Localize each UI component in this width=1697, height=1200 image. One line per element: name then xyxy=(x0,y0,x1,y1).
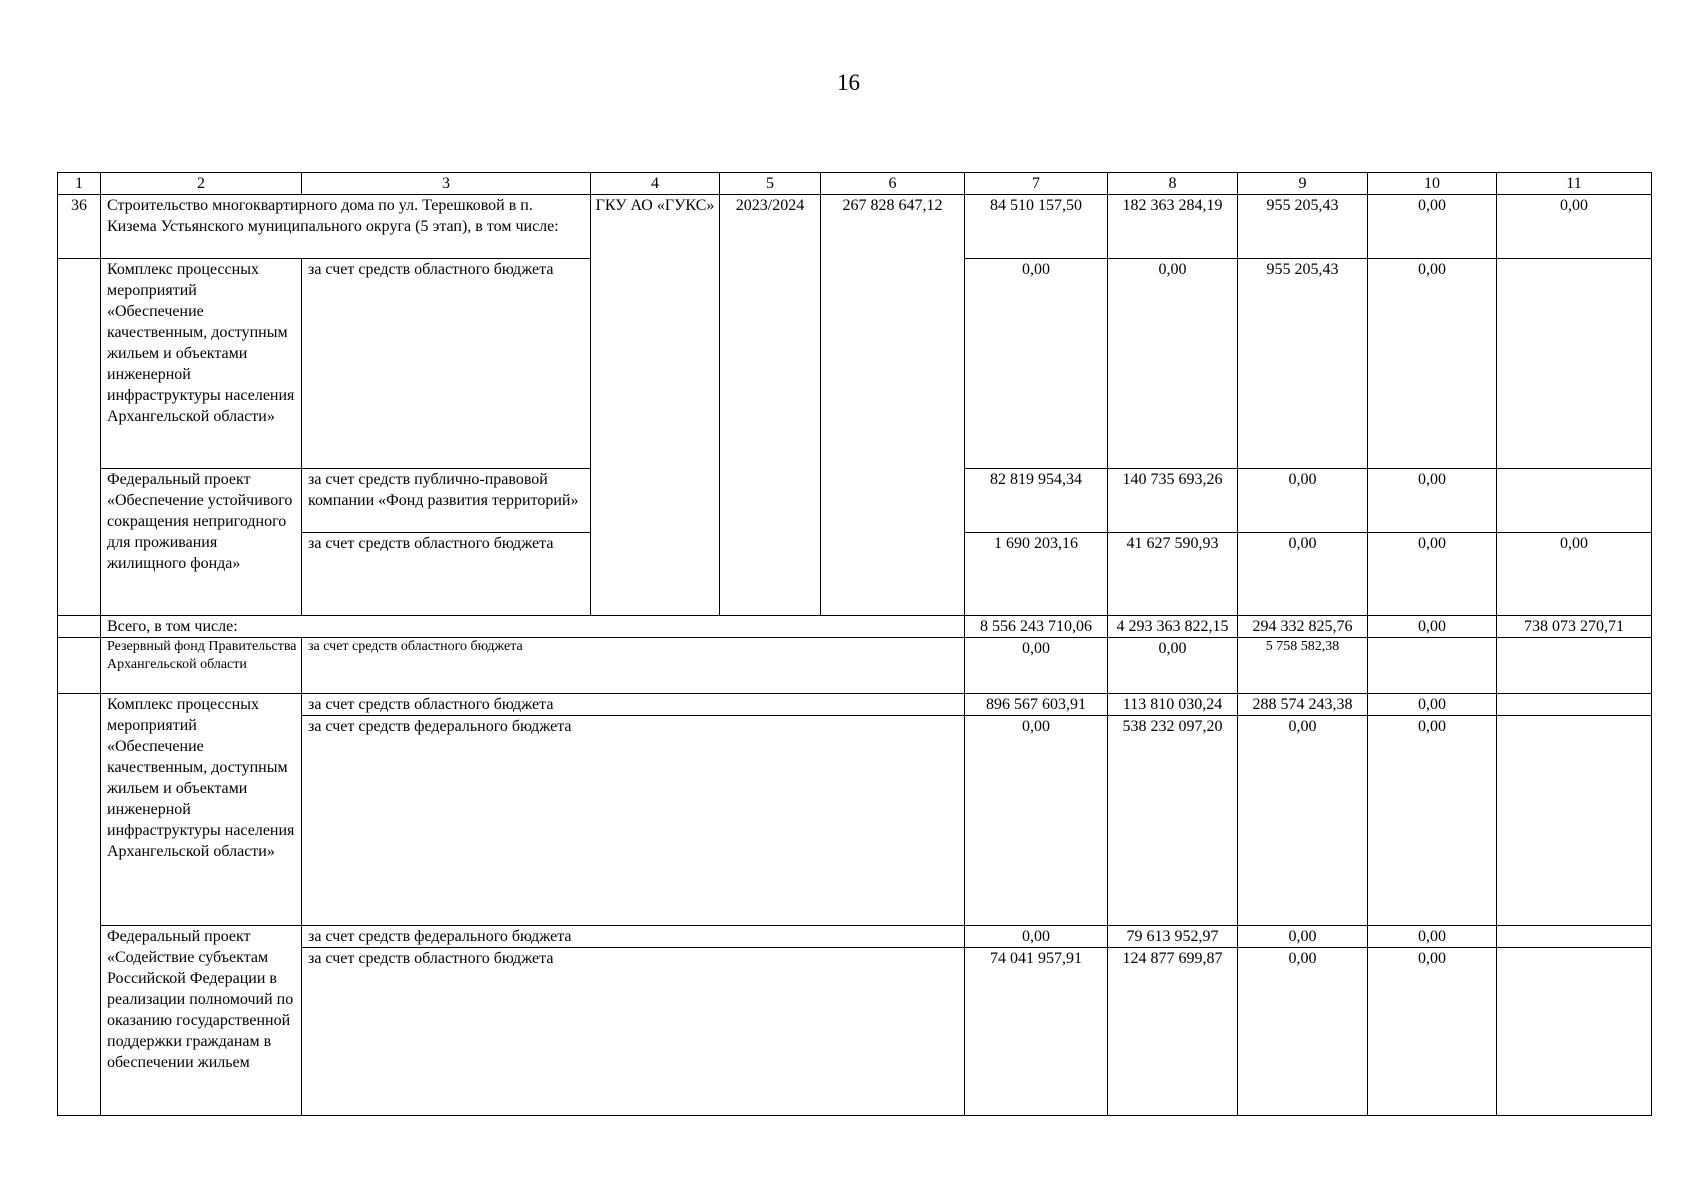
cell-col8: 79 613 952,97 xyxy=(1108,926,1238,948)
empty-cell xyxy=(58,616,101,638)
cell-col9: 0,00 xyxy=(1238,533,1368,616)
total-label: Всего, в том числе: xyxy=(101,616,965,638)
column-number: 8 xyxy=(1108,173,1238,195)
cell-col8: 113 810 030,24 xyxy=(1108,694,1238,716)
cell-col9: 955 205,43 xyxy=(1238,259,1368,469)
table-row xyxy=(58,195,1652,259)
funding-source: за счет средств федерального бюджета xyxy=(302,926,965,948)
subprogram-name: Комплекс процессных мероприятий «Обеспечение качественным, доступным жильем и объектами инженерной инфраструктуры населения Архангельской области» xyxy=(101,694,302,926)
cell-col8: 538 232 097,20 xyxy=(1108,716,1238,926)
cell-col10 xyxy=(1368,638,1497,694)
estimated-cost: 267 828 647,12 xyxy=(821,195,965,616)
cell-col10: 0,00 xyxy=(1368,616,1497,638)
funding-source: за счет средств федерального бюджета xyxy=(302,716,965,926)
cell-col8: 0,00 xyxy=(1108,638,1238,694)
cell-col7: 84 510 157,50 xyxy=(965,195,1108,259)
column-number: 9 xyxy=(1238,173,1368,195)
column-numbers-row xyxy=(58,173,1652,195)
cell-col10: 0,00 xyxy=(1368,195,1497,259)
cell-col9: 955 205,43 xyxy=(1238,195,1368,259)
cell-col7: 8 556 243 710,06 xyxy=(965,616,1108,638)
empty-cell xyxy=(58,694,101,1116)
cell-col10: 0,00 xyxy=(1368,694,1497,716)
cell-col11 xyxy=(1497,716,1652,926)
cell-col10: 0,00 xyxy=(1368,533,1497,616)
funding-source: за счет средств областного бюджета xyxy=(302,948,965,1116)
cell-col11: 0,00 xyxy=(1497,533,1652,616)
empty-cell xyxy=(58,638,101,694)
object-title: Строительство многоквартирного дома по ул. Терешковой в п. Кизема Устьянского муниципального округа (5 этап), в том числе: xyxy=(101,195,591,259)
cell-col9: 294 332 825,76 xyxy=(1238,616,1368,638)
cell-col11: 0,00 xyxy=(1497,195,1652,259)
cell-col9: 5 758 582,38 xyxy=(1238,638,1368,694)
page-number: 16 xyxy=(837,70,860,95)
subprogram-name: Резервный фонд Правительства Архангельской области xyxy=(101,638,302,694)
cell-col10: 0,00 xyxy=(1368,716,1497,926)
table-row xyxy=(58,694,1652,716)
cell-col8: 124 877 699,87 xyxy=(1108,948,1238,1116)
column-number: 6 xyxy=(821,173,965,195)
empty-cell xyxy=(58,259,101,616)
cell-col7: 74 041 957,91 xyxy=(965,948,1108,1116)
column-number: 7 xyxy=(965,173,1108,195)
cell-col10: 0,00 xyxy=(1368,948,1497,1116)
cell-col9: 0,00 xyxy=(1238,926,1368,948)
funding-source: за счет средств областного бюджета xyxy=(302,638,965,694)
column-number: 4 xyxy=(591,173,720,195)
cell-col7: 0,00 xyxy=(965,638,1108,694)
column-number: 10 xyxy=(1368,173,1497,195)
cell-col11 xyxy=(1497,694,1652,716)
cell-col11 xyxy=(1497,948,1652,1116)
cell-col8: 140 735 693,26 xyxy=(1108,469,1238,533)
cell-col10: 0,00 xyxy=(1368,926,1497,948)
cell-col10: 0,00 xyxy=(1368,259,1497,469)
column-number: 2 xyxy=(101,173,302,195)
table-row xyxy=(58,638,1652,694)
funding-source: за счет средств областного бюджета xyxy=(302,694,965,716)
funding-source: за счет средств областного бюджета xyxy=(302,259,591,469)
total-row xyxy=(58,616,1652,638)
cell-col7: 1 690 203,16 xyxy=(965,533,1108,616)
cell-col10: 0,00 xyxy=(1368,469,1497,533)
cell-col11 xyxy=(1497,638,1652,694)
table-row xyxy=(58,926,1652,948)
column-number: 5 xyxy=(720,173,821,195)
cell-col11: 738 073 270,71 xyxy=(1497,616,1652,638)
cell-col9: 0,00 xyxy=(1238,716,1368,926)
cell-col8: 4 293 363 822,15 xyxy=(1108,616,1238,638)
cell-col7: 0,00 xyxy=(965,716,1108,926)
cell-col11 xyxy=(1497,259,1652,469)
subprogram-name: Федеральный проект «Обеспечение устойчивого сокращения непригодного для проживания жилищного фонда» xyxy=(101,469,302,616)
cell-col11 xyxy=(1497,469,1652,533)
cell-col8: 41 627 590,93 xyxy=(1108,533,1238,616)
funding-source: за счет средств публично-правовой компании «Фонд развития территорий» xyxy=(302,469,591,533)
column-number: 3 xyxy=(302,173,591,195)
column-number: 1 xyxy=(58,173,101,195)
funding-source: за счет средств областного бюджета xyxy=(302,533,591,616)
budget-table xyxy=(57,172,1652,1116)
cell-col11 xyxy=(1497,926,1652,948)
subprogram-name: Федеральный проект «Содействие субъектам Российской Федерации в реализации полномочий по оказанию государственной поддержки гражданам в обеспечении жильем xyxy=(101,926,302,1116)
period: 2023/2024 xyxy=(720,195,821,616)
cell-col8: 182 363 284,19 xyxy=(1108,195,1238,259)
cell-col9: 288 574 243,38 xyxy=(1238,694,1368,716)
cell-col9: 0,00 xyxy=(1238,948,1368,1116)
cell-col8: 0,00 xyxy=(1108,259,1238,469)
cell-col9: 0,00 xyxy=(1238,469,1368,533)
cell-col7: 0,00 xyxy=(965,259,1108,469)
cell-col7: 0,00 xyxy=(965,926,1108,948)
cell-col7: 896 567 603,91 xyxy=(965,694,1108,716)
column-number: 11 xyxy=(1497,173,1652,195)
executor: ГКУ АО «ГУКС» xyxy=(591,195,720,616)
row-number: 36 xyxy=(58,195,101,259)
cell-col7: 82 819 954,34 xyxy=(965,469,1108,533)
subprogram-name: Комплекс процессных мероприятий «Обеспечение качественным, доступным жильем и объектами инженерной инфраструктуры населения Архангельской области» xyxy=(101,259,302,469)
